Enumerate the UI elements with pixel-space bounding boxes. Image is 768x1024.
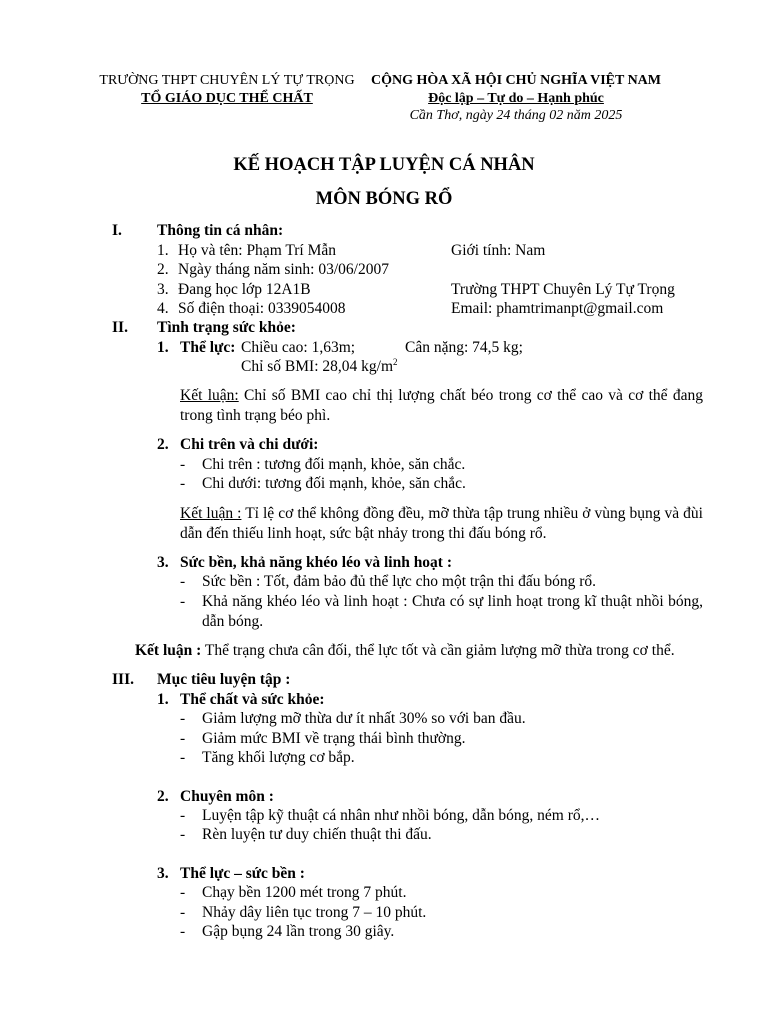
conclusion-label: Kết luận : [180, 505, 242, 522]
final-conclusion-label: Kết luận : [135, 642, 202, 659]
info-item-number: 2. [157, 261, 169, 278]
school-name: TRƯỜNG THPT CHUYÊN LÝ TỰ TRỌNG [99, 73, 355, 88]
subsection-label: Thể lực – sức bền : [180, 865, 305, 882]
section-1-heading: Thông tin cá nhân: [157, 222, 284, 239]
bullet-dash: - [180, 884, 186, 901]
bullet-text: Tăng khối lượng cơ bắp. [202, 749, 355, 766]
document-title: KẾ HOẠCH TẬP LUYỆN CÁ NHÂN [233, 155, 535, 175]
subsection-label: Thể lực: [180, 339, 236, 356]
final-conclusion-text: Thể trạng chưa cân đối, thể lực tốt và cần giảm lượng mỡ thừa trong cơ thể. [201, 642, 675, 659]
subsection-label: Chuyên môn : [180, 788, 274, 805]
conclusion-paragraph [180, 386, 703, 425]
bullet-text: Gập bụng 24 lần trong 30 giây. [202, 923, 395, 940]
bullet-dash: - [180, 730, 186, 747]
subsection-number: 2. [157, 436, 169, 453]
bullet-text: Giảm mức BMI về trạng thái bình thường. [202, 730, 466, 747]
bullet-text: Chi dưới: tương đối mạnh, khỏe, săn chắc. [202, 475, 466, 492]
info-item-class: Đang học lớp 12A1B [178, 281, 311, 298]
info-item-school: Trường THPT Chuyên Lý Tự Trọng [451, 281, 675, 298]
subsection-number: 1. [157, 339, 169, 356]
subsection-number: 2. [157, 788, 169, 805]
bullet-dash: - [180, 749, 186, 766]
bullet-dash: - [180, 807, 186, 824]
info-item-phone: Số điện thoại: 0339054008 [178, 300, 346, 317]
bullet-text: Luyện tập kỹ thuật cá nhân như nhồi bóng, dẫn bóng, ném rổ,… [202, 807, 600, 824]
info-item-name: Họ và tên: Phạm Trí Mẫn [178, 242, 337, 259]
conclusion-paragraph [180, 504, 703, 543]
bullet-dash: - [180, 923, 186, 940]
info-item-birthdate: Ngày tháng năm sinh: 03/06/2007 [178, 261, 389, 278]
bmi-value [241, 357, 398, 377]
info-item-number: 4. [157, 300, 169, 317]
subsection-number: 3. [157, 554, 169, 571]
subsection-label: Chi trên và chi dưới: [180, 436, 319, 453]
section-2-number: II. [112, 319, 128, 336]
bullet-text: Chạy bền 1200 mét trong 7 phút. [202, 884, 407, 901]
department-name: TỔ GIÁO DỤC THỂ CHẤT [141, 91, 313, 106]
weight-value: Cân nặng: 74,5 kg; [405, 339, 523, 356]
bullet-text: Sức bền : Tốt, đảm bảo đủ thể lực cho một trận thi đấu bóng rổ. [202, 573, 597, 590]
bullet-dash: - [180, 710, 186, 727]
subsection-label: Sức bền, khả năng khéo léo và linh hoạt : [180, 554, 453, 571]
info-item-number: 1. [157, 242, 169, 259]
bullet-text: Giảm lượng mỡ thừa dư ít nhất 30% so với ban đầu. [202, 710, 526, 727]
bullet-dash: - [180, 475, 186, 492]
document-subtitle: MÔN BÓNG RỔ [315, 189, 453, 209]
conclusion-text: Chỉ số BMI cao chỉ thị lượng chất béo trong cơ thể cao và cơ thể đang trong tình trạng béo phì. [180, 387, 703, 424]
bullet-dash: - [180, 573, 186, 590]
conclusion-label: Kết luận: [180, 387, 239, 404]
info-item-gender: Giới tính: Nam [451, 242, 546, 259]
bullet-text: Rèn luyện tư duy chiến thuật thi đấu. [202, 826, 432, 843]
bullet-dash: - [180, 456, 186, 473]
info-item-email: Email: phamtrimanpt@gmail.com [451, 300, 664, 317]
height-value: Chiều cao: 1,63m; [241, 339, 356, 356]
subsection-number: 1. [157, 691, 169, 708]
bmi-text: Chỉ số BMI: 28,04 kg/m [241, 358, 394, 375]
bullet-dash: - [180, 593, 186, 610]
bullet-text: Chi trên : tương đối mạnh, khỏe, săn chắc. [202, 456, 466, 473]
section-1-number: I. [112, 222, 122, 239]
section-2-heading: Tình trạng sức khỏe: [157, 319, 296, 336]
bullet-text: Khả năng khéo léo và linh hoạt : Chưa có sự linh hoạt trong kĩ thuật nhồi bóng, dẫn bóng. [202, 593, 703, 630]
bullet-dash: - [180, 904, 186, 921]
subsection-label: Thể chất và sức khỏe: [180, 691, 325, 708]
section-3-heading: Mục tiêu luyện tập : [157, 671, 291, 688]
final-conclusion [135, 641, 675, 661]
bullet-text: Nhảy dây liên tục trong 7 – 10 phút. [202, 904, 427, 921]
country-name: CỘNG HÒA XÃ HỘI CHỦ NGHĨA VIỆT NAM [370, 73, 661, 88]
bmi-superscript: 2 [393, 357, 398, 367]
subsection-number: 3. [157, 865, 169, 882]
conclusion-text: Tỉ lệ cơ thể không đồng đều, mỡ thừa tập trung nhiều ở vùng bụng và đùi dẫn đến thiếu linh hoạt, sức bật nhảy trong thi đấu bóng rổ. [180, 505, 703, 542]
place-date: Cần Thơ, ngày 24 tháng 02 năm 2025 [409, 108, 623, 123]
section-3-number: III. [112, 671, 134, 688]
info-item-number: 3. [157, 281, 169, 298]
bullet-dash: - [180, 826, 186, 843]
motto: Độc lập – Tự do – Hạnh phúc [428, 91, 604, 106]
